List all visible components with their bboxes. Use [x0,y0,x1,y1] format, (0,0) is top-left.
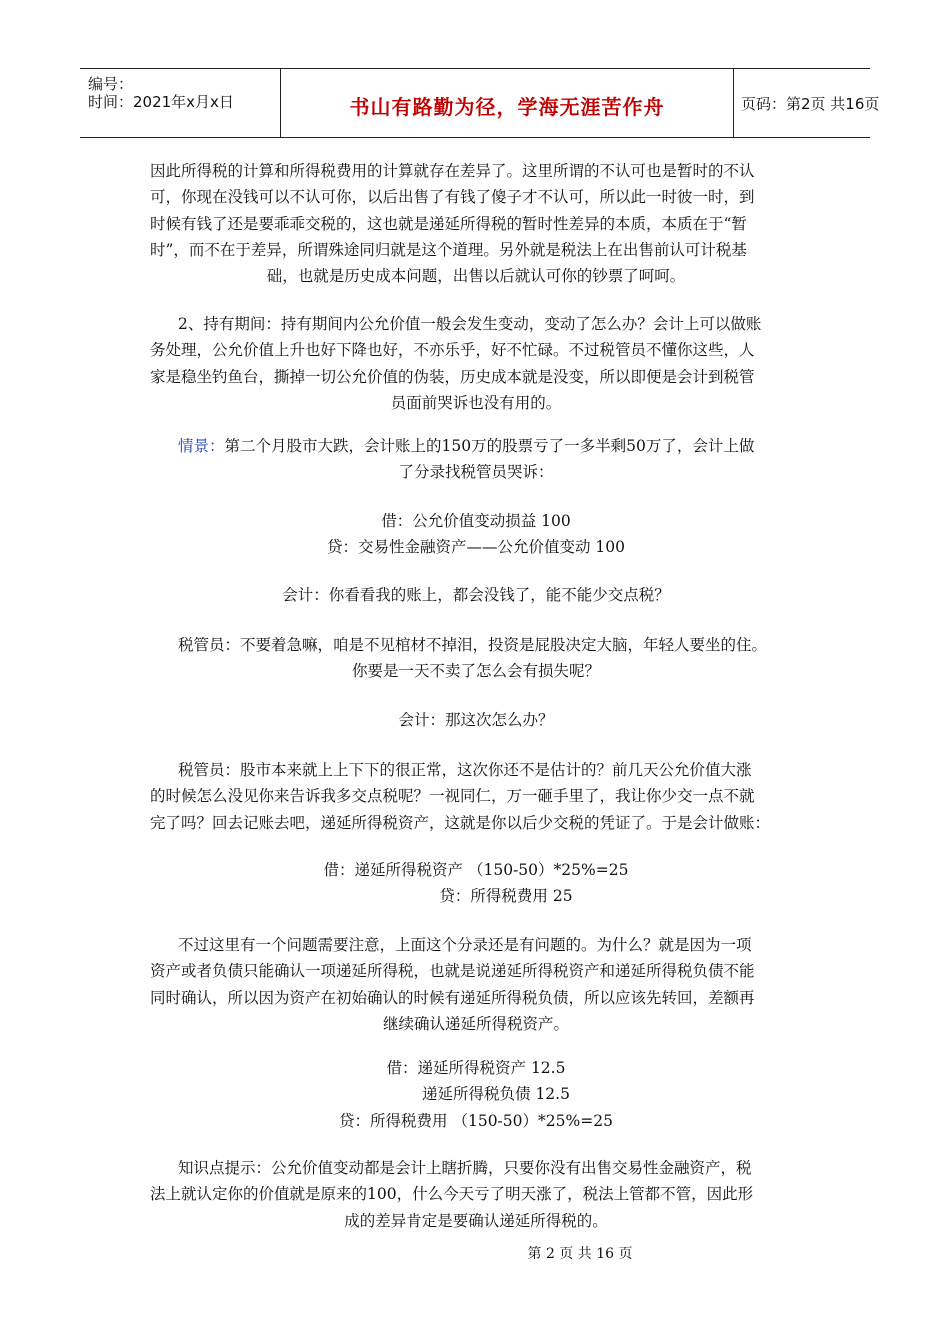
dialogue-accountant-1 [150,582,802,608]
journal-entry-3 [150,1055,802,1134]
debit-line: 借：递延所得税资产 12.5 [386,1059,566,1077]
journal-entry-1 [150,508,802,561]
text-line: 的时候怎么没见你来告诉我多交点税呢？一视同仁，万一砸手里了，我让你少交一点不就 [150,787,755,806]
page-footer: 第 2 页 共 16 页 [527,1246,633,1262]
paragraph-1 [150,158,802,289]
text-line: 知识点提示：公允价值变动都是会计上瞎折腾，只要你没有出售交易性金融资产，税 [178,1159,752,1177]
knowledge-tip [150,1155,802,1234]
text-line: 税管员：不要着急嘛，咱是不见棺材不掉泪，投资是屁股决定大脑，年轻人要坐的住。 [178,636,768,654]
text-line: 础，也就是历史成本问题，出售以后就认可你的钞票了呵呵。 [266,267,686,286]
journal-entry-2 [150,857,802,910]
text-line: 会计：那这次怎么办？ [398,711,554,729]
time-label: 时间：2021年x月x日 [88,93,234,111]
text-line: 你要是一天不卖了怎么会有损失呢？ [351,662,600,681]
serial-label: 编号： [88,75,134,93]
text-line: 税管员：股市本来就上上下下的很正常，这次你还不是估计的？前几天公允价值大涨 [178,761,752,779]
text-line: 家是稳坐钓鱼台，撕掉一切公允价值的伪装，历史成本就是没变，所以即便是会计到税管 [150,367,755,386]
text-line: 不过这里有一个问题需要注意，上面这个分录还是有问题的。为什么？就是因为一项 [178,936,752,954]
text-line: 可，你现在没钱可以不认可你，以后出售了有钱了傻子才不认可，所以此一时彼一时，到 [150,188,755,207]
debit-line: 借：公允价值变动损益 100 [381,512,571,530]
text-line: 资产或者负债只能确认一项递延所得税，也就是说递延所得税资产和递延所得税负债不能 [150,962,755,981]
text-line: 完了吗？回去记账去吧，递延所得税资产，这就是你以后少交税的凭证了。于是会计做账： [150,813,771,832]
page-info-text: 页码：第2页 共16页 [741,95,880,113]
credit-line: 贷：交易性金融资产——公允价值变动 100 [326,538,625,557]
text-line: 时”，而不在于差异，所谓殊途同归就是这个道理。另外就是税法上在出售前认可计税基 [150,240,747,259]
note-paragraph [150,932,802,1037]
dialogue-officer-2 [150,757,802,836]
scene-text: 第二个月股市大跌，会计账上的150万的股票亏了一多半剩50万了，会计上做 [224,437,755,455]
paragraph-2 [150,311,802,416]
header-meta [80,69,280,137]
text-line: 成的差异肯定是要确认递延所得税的。 [344,1211,608,1230]
text-line: 继续确认递延所得税资产。 [382,1014,569,1033]
motto-text: 书山有路勤为径，学海无涯苦作舟 [349,95,665,119]
text-line: 2、持有期间：持有期间内公允价值一般会发生变动，变动了怎么办？会计上可以做账 [178,315,762,333]
text-line: 同时确认，所以因为资产在初始确认的时候有递延所得税负债，所以应该先转回，差额再 [150,988,755,1007]
dialogue-officer-1 [150,632,802,685]
dialogue-accountant-2 [150,707,802,733]
debit-line: 递延所得税负债 12.5 [422,1085,570,1104]
text-line: 了分录找税管员哭诉： [398,463,554,482]
scene-label: 情景： [178,437,225,455]
text-line: 会计：你看看我的账上，都会没钱了，能不能少交点税？ [282,586,670,604]
text-line: 因此所得税的计算和所得税费用的计算就存在差异了。这里所谓的不认可也是暂时的不认 [150,162,755,180]
header-page-info [733,69,880,137]
credit-line: 贷：所得税费用 25 [439,887,573,906]
text-line: 务处理，公允价值上升也好下降也好，不亦乐乎，好不忙碌。不过税管员不懂你这些，人 [150,341,755,360]
credit-line: 贷：所得税费用 （150-50）*25%=25 [339,1111,613,1130]
page-header [80,68,880,138]
text-line: 员面前哭诉也没有用的。 [390,393,562,412]
text-line: 法上就认定你的价值就是原来的100，什么今天亏了明天涨了，税法上管都不管，因此形 [150,1185,754,1204]
text-line: 时候有钱了还是要乖乖交税的，这也就是递延所得税的暂时性差异的本质，本质在于“暂 [150,214,747,233]
header-motto [280,69,734,137]
scene-paragraph [150,433,802,486]
debit-line: 借：递延所得税资产 （150-50）*25%=25 [323,861,629,879]
